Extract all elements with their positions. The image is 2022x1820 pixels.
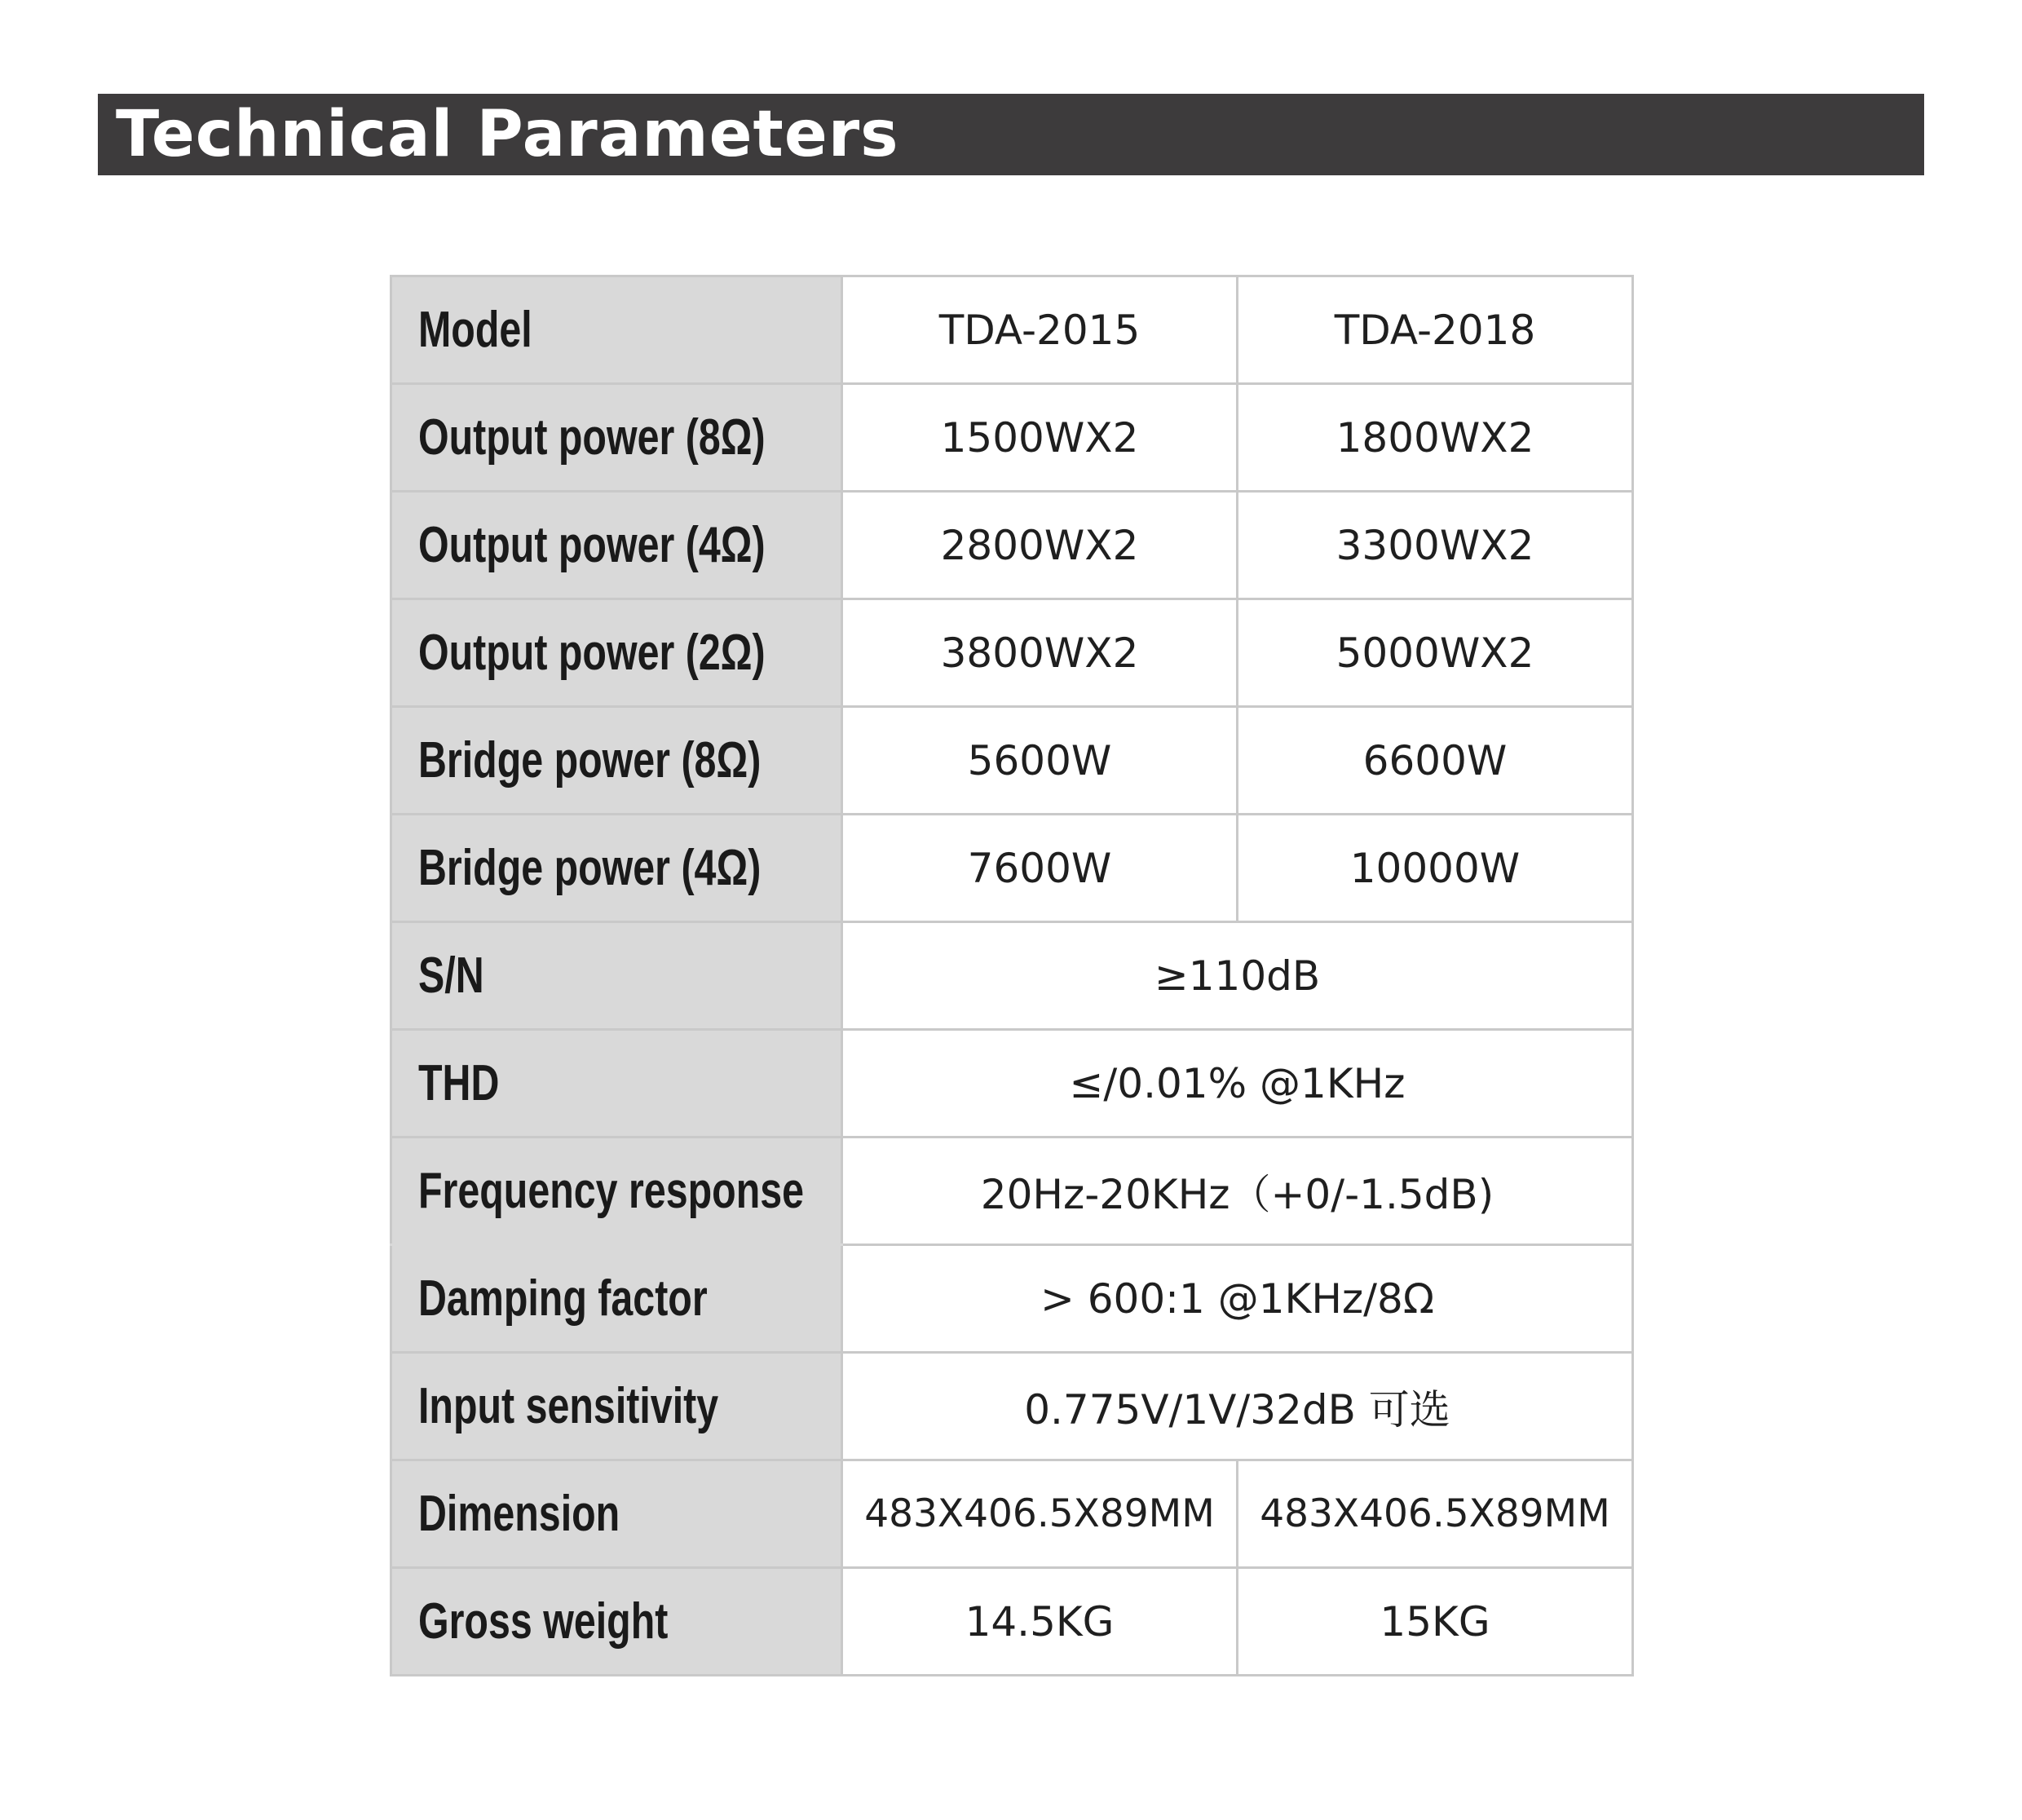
value-model-1: 3800WX2	[842, 599, 1238, 707]
value-model-2: 15KG	[1238, 1568, 1633, 1676]
value-model-2: 5000WX2	[1238, 599, 1633, 707]
row-label: Damping factor	[391, 1245, 842, 1353]
row-label: S/N	[391, 922, 842, 1030]
table-row-dimension	[391, 1460, 1633, 1568]
table-row-input-sensitivity	[391, 1353, 1633, 1460]
value-model-2: 483X406.5X89MM	[1238, 1460, 1633, 1568]
row-label: Bridge power (8Ω)	[391, 707, 842, 815]
row-label: Frequency response	[391, 1138, 842, 1245]
page-title: Technical Parameters	[116, 98, 899, 171]
row-label: THD	[391, 1030, 842, 1138]
value-model-1: 2800WX2	[842, 492, 1238, 599]
value-model-2: 1800WX2	[1238, 384, 1633, 492]
row-label: Output power (2Ω)	[391, 599, 842, 707]
row-label-model: Model	[391, 276, 842, 384]
model-2-name: TDA-2018	[1238, 276, 1633, 384]
table-row-sn	[391, 922, 1633, 1030]
value-model-1: 1500WX2	[842, 384, 1238, 492]
value-model-1: 14.5KG	[842, 1568, 1238, 1676]
value-shared: ≥110dB	[842, 922, 1633, 1030]
table-row-frequency-response	[391, 1138, 1633, 1245]
row-label: Input sensitivity	[391, 1353, 842, 1460]
title-bar	[98, 94, 1924, 175]
value-model-2: 10000W	[1238, 815, 1633, 922]
row-label: Gross weight	[391, 1568, 842, 1676]
table-row-output-power-4ohm	[391, 492, 1633, 599]
value-shared: 0.775V/1V/32dB 可选	[842, 1353, 1633, 1460]
spec-table	[390, 275, 1634, 1676]
value-model-1: 483X406.5X89MM	[842, 1460, 1238, 1568]
row-label: Output power (8Ω)	[391, 384, 842, 492]
table-row-bridge-power-8ohm	[391, 707, 1633, 815]
value-model-1: 5600W	[842, 707, 1238, 815]
table-row-model	[391, 276, 1633, 384]
table-row-bridge-power-4ohm	[391, 815, 1633, 922]
value-model-2: 6600W	[1238, 707, 1633, 815]
table-row-output-power-2ohm	[391, 599, 1633, 707]
model-1-name: TDA-2015	[842, 276, 1238, 384]
row-label: Dimension	[391, 1460, 842, 1568]
value-model-1: 7600W	[842, 815, 1238, 922]
table-row-gross-weight	[391, 1568, 1633, 1676]
table-row-damping-factor	[391, 1245, 1633, 1353]
value-shared: ≤/0.01% @1KHz	[842, 1030, 1633, 1138]
value-shared: 20Hz-20KHz（+0/-1.5dB)	[842, 1138, 1633, 1245]
value-model-2: 3300WX2	[1238, 492, 1633, 599]
table-row-output-power-8ohm	[391, 384, 1633, 492]
table-row-thd	[391, 1030, 1633, 1138]
value-shared: > 600:1 @1KHz/8Ω	[842, 1245, 1633, 1353]
row-label: Output power (4Ω)	[391, 492, 842, 599]
row-label: Bridge power (4Ω)	[391, 815, 842, 922]
